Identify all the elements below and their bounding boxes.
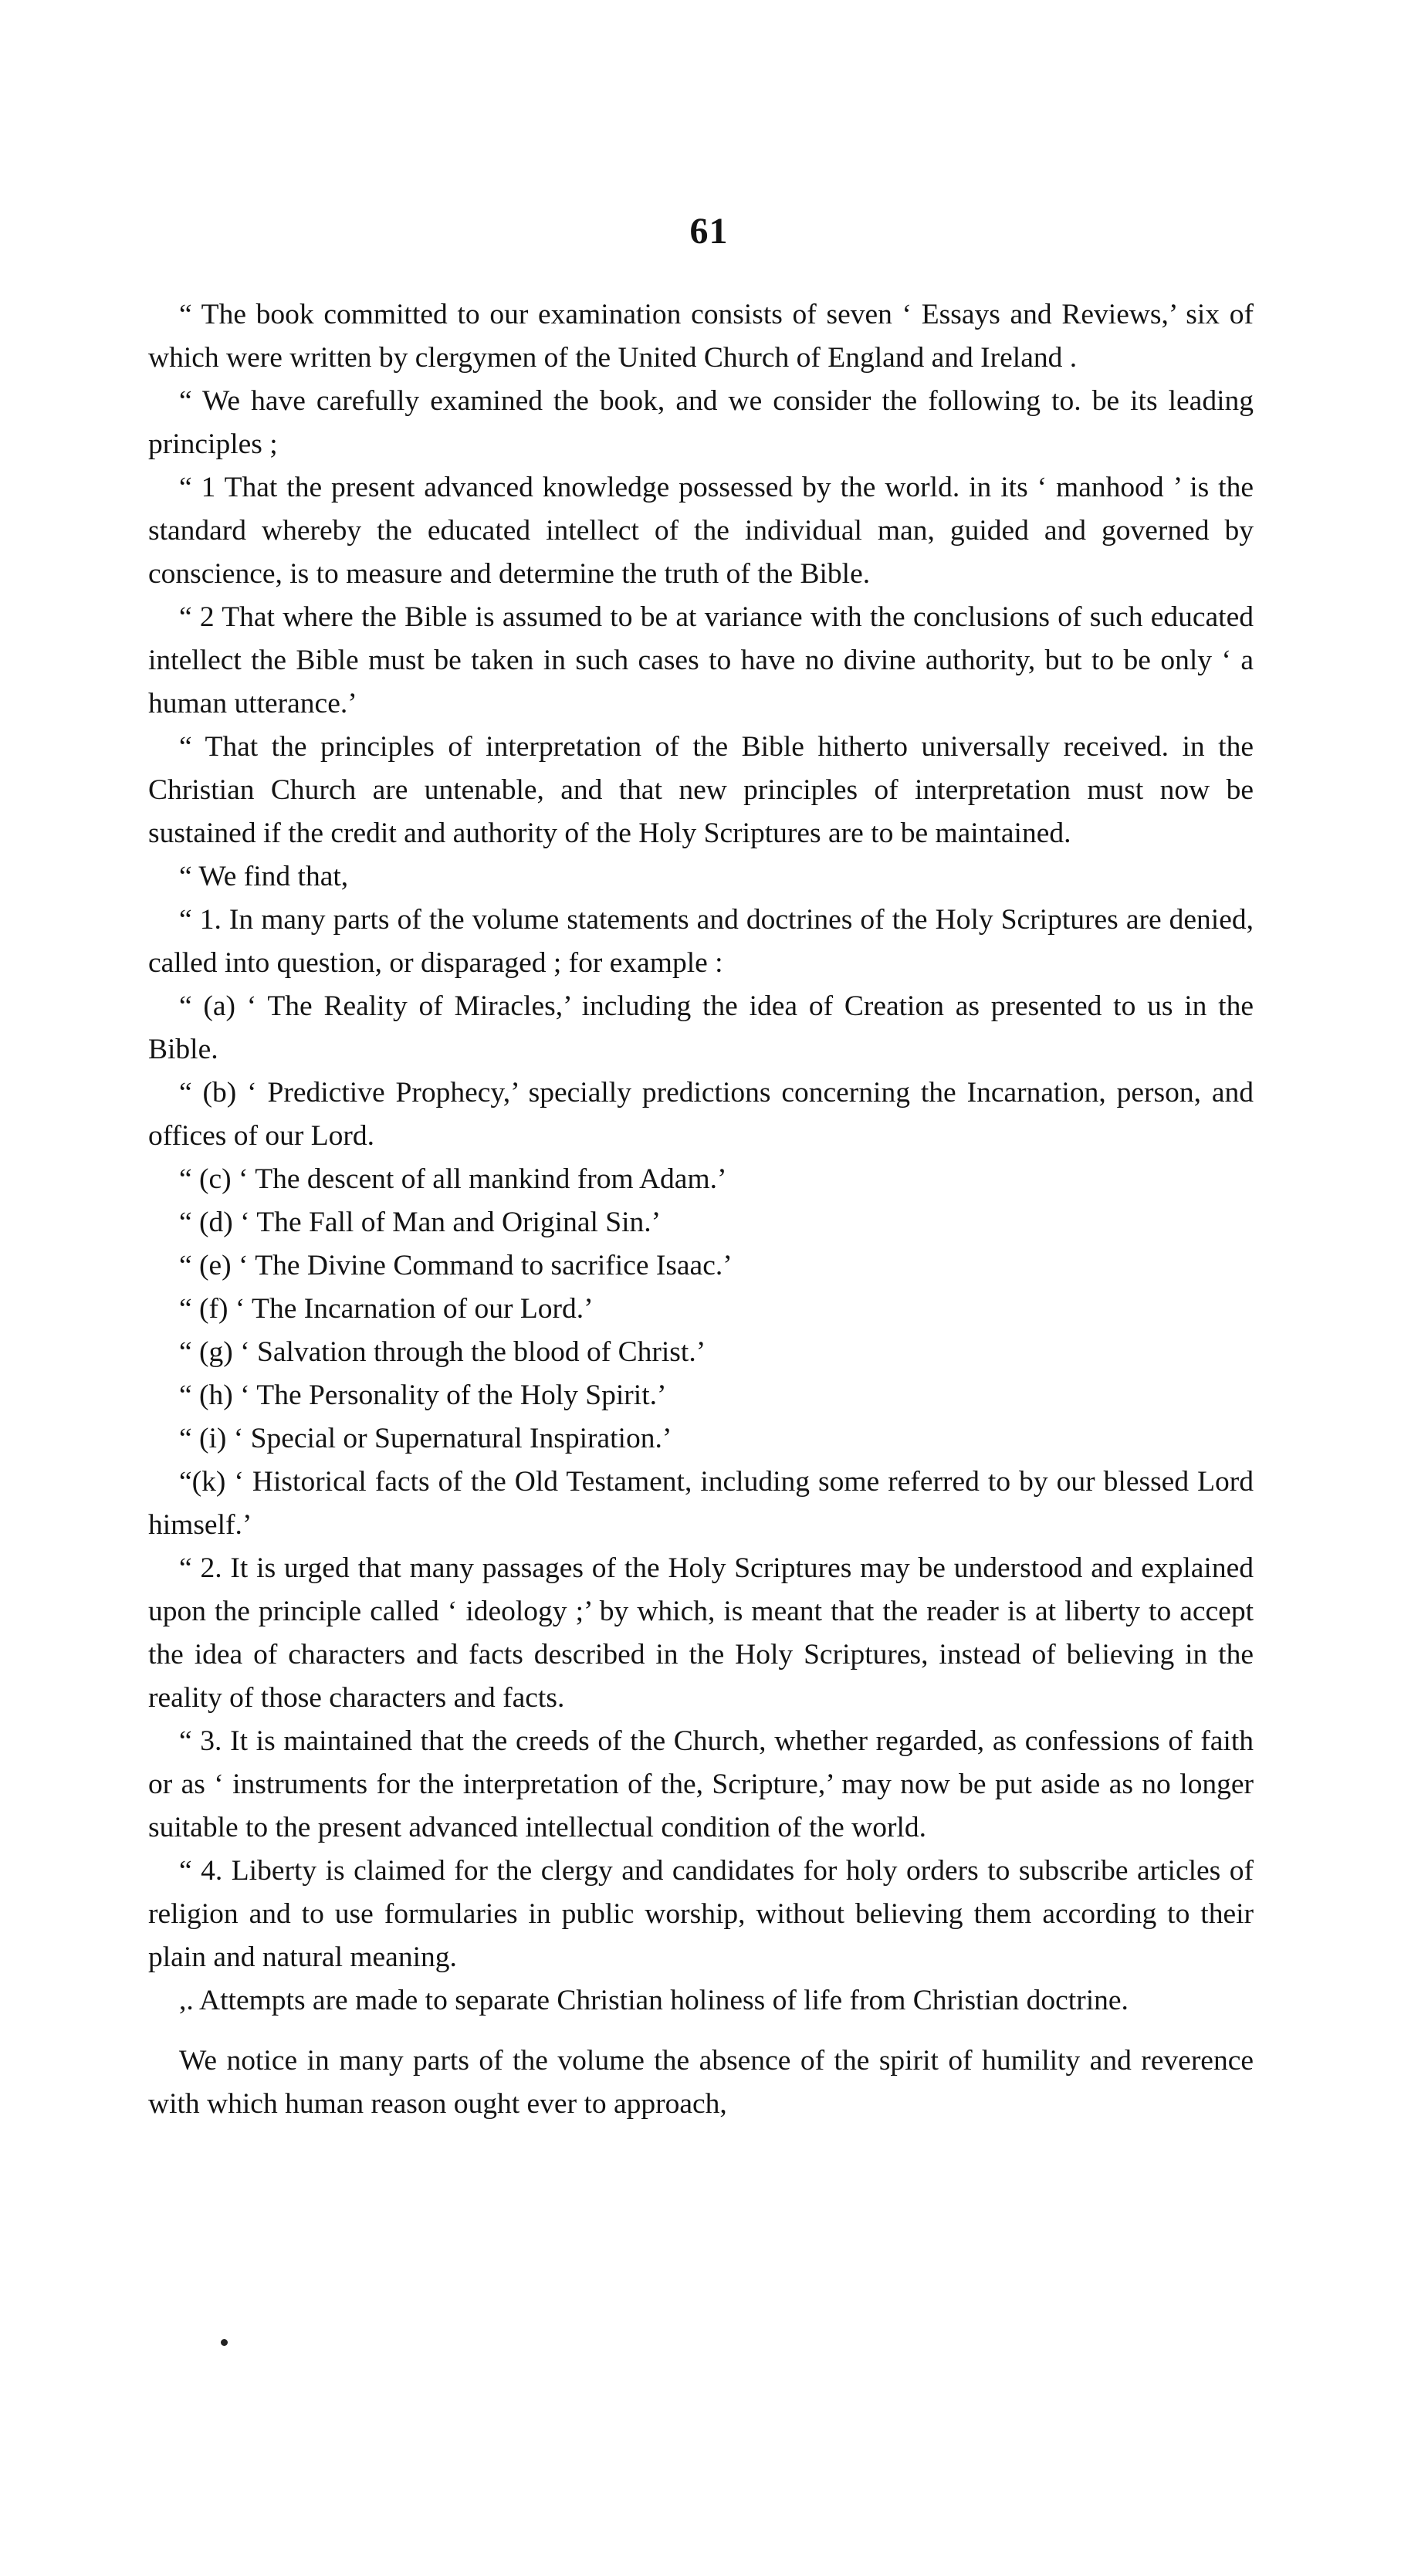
paragraph-intro: “ The book committed to our examination consists of seven ‘ Essays and Reviews,’ six of which were written by clergymen of the United Church of England and Ireland . [148,299,1254,374]
list-item-f: “ (f) ‘ The Incarnation of our Lord.’ [179,1293,594,1325]
paragraph-principle-2: “ 2 That where the Bible is assumed to be at variance with the conclusions of such educated intellect the Bible must be taken in such cases to have no divine authority, but to be only ‘ a human utterance.’ [148,601,1254,719]
ink-speck [221,2339,228,2346]
list-item-c: “ (c) ‘ The descent of all mankind from Adam.’ [179,1163,727,1195]
list-item-e: “ (e) ‘ The Divine Command to sacrifice Isaac.’ [179,1250,733,1281]
paragraph-we-find: “ We find that, [179,861,349,892]
paragraph-finding-2: “ 2. It is urged that many passages of the Holy Scriptures may be understood and explained upon the principle called ‘ ideology ;’ by which, is meant that the reader is at liberty to accept the idea of characters and facts described in the Holy Scriptures, instead of believing in the reality of those characters and facts. [148,1552,1254,1714]
list-item-k: “(k) ‘ Historical facts of the Old Testament, including some referred to by our blessed Lord himself.’ [148,1466,1254,1541]
paragraph-finding-3: “ 3. It is maintained that the creeds of the Church, whether regarded, as confessions of faith or as ‘ instruments for the interpretation of the, Scripture,’ may now be put aside as no longer suitable to the present advanced intellectual condition of the world. [148,1725,1254,1843]
paragraph-finding-4: “ 4. Liberty is claimed for the clergy and candidates for holy orders to subscribe articles of religion and to use formularies in public worship, without believing them according to their plain and natural meaning. [148,1855,1254,1973]
list-item-b: “ (b) ‘ Predictive Prophecy,’ specially predictions concerning the Incarnation, person, and offices of our Lord. [148,1077,1254,1152]
list-item-g: “ (g) ‘ Salvation through the blood of Christ.’ [179,1336,706,1368]
paragraph-closing: We notice in many parts of the volume the absence of the spirit of humility and reverence with which human reason ought ever to approach, [148,2045,1254,2120]
body-text [148,293,1254,2126]
page-number: 61 [689,211,729,252]
paragraph-principle-3: “ That the principles of interpretation of the Bible hitherto universally received. in the Christian Church are untenable, and that new principles of interpretation must now be sustained if the credit and authority of the Holy Scriptures are to be maintained. [148,731,1254,849]
paragraph-principle-1: “ 1 That the present advanced knowledge possessed by the world. in its ‘ manhood ’ is the standard whereby the educated intellect of the individual man, guided and governed by conscience, is to measure and determine the truth of the Bible. [148,472,1254,590]
paragraph-finding-5: ,. Attempts are made to separate Christian holiness of life from Christian doctrine. [179,1985,1129,2016]
list-item-h: “ (h) ‘ The Personality of the Holy Spirit.’ [179,1379,667,1411]
list-item-d: “ (d) ‘ The Fall of Man and Original Sin.’ [179,1207,662,1238]
list-item-i: “ (i) ‘ Special or Supernatural Inspiration.’ [179,1423,672,1454]
list-item-a: “ (a) ‘ The Reality of Miracles,’ including the idea of Creation as presented to us in the Bible. [148,990,1254,1065]
paragraph-finding-1: “ 1. In many parts of the volume statements and doctrines of the Holy Scriptures are denied, called into question, or disparaged ; for example : [148,904,1254,979]
paragraph-examined: “ We have carefully examined the book, and we consider the following to. be its leading principles ; [148,385,1254,460]
